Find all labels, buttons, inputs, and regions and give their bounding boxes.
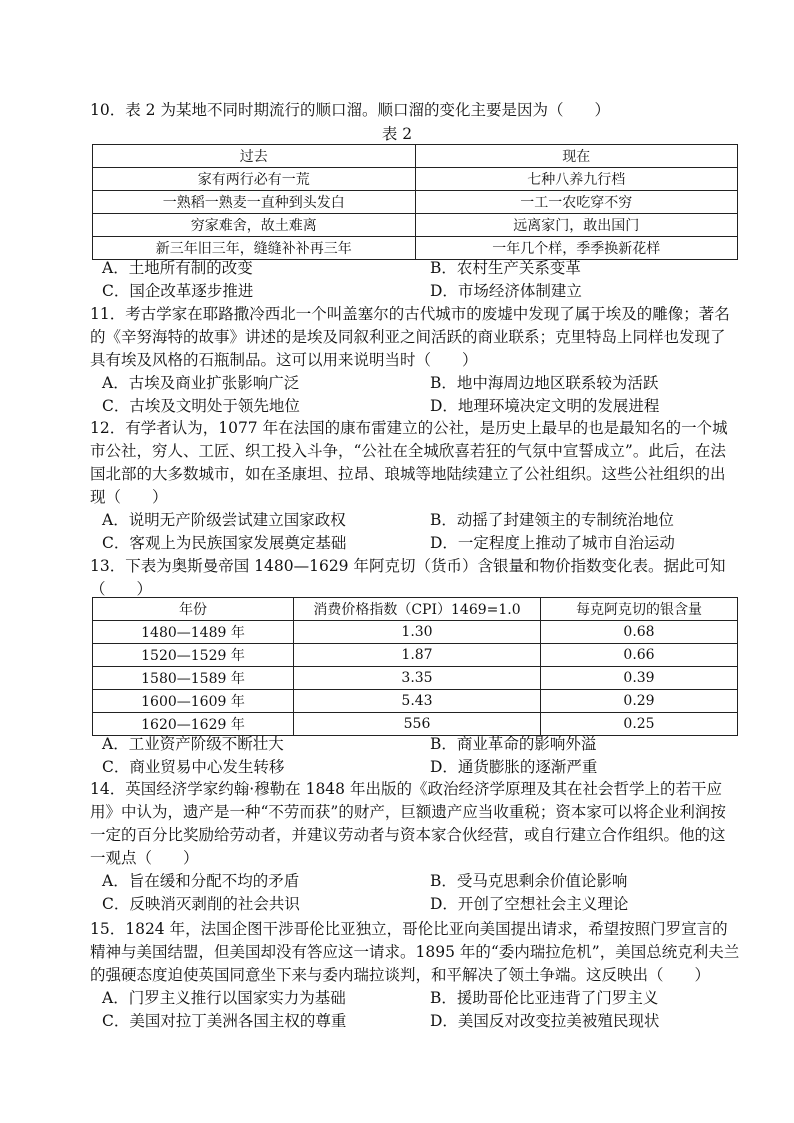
option-a[interactable]: A．说明无产阶级尝试建立国家政权 <box>102 511 346 529</box>
cpi-silver-table <box>92 597 738 736</box>
option-c[interactable]: C．商业贸易中心发生转移 <box>102 758 285 776</box>
table-header: 消费价格指数（CPI）1469=1.0 <box>294 598 541 621</box>
question-10 <box>90 99 740 122</box>
option-c[interactable]: C．古埃及文明处于领先地位 <box>102 397 300 415</box>
table-cell: 0.29 <box>541 690 738 713</box>
option-b[interactable]: B．动摇了封建领主的专制统治地位 <box>430 511 674 529</box>
question-15-stem: 15．1824 年，法国企图干涉哥伦比亚独立，哥伦比亚向美国提出请求，希望按照门罗宣言的精神与美国结盟，但美国却没有答应这一请求。1895 年的“委内瑞拉危机”，美国总统克利夫兰的强硬态度迫使英国同意坐下来与委内瑞拉谈判，和平解决了领土争端。这反映出（ ） <box>90 920 740 984</box>
question-11-stem: 11．考古学家在耶路撒冷西北一个叫盖塞尔的古代城市的废墟中发现了属于埃及的雕像；著名的《辛努海特的故事》讲述的是埃及同叙利亚之间活跃的商业联系；克里特岛上同样也发现了具有埃及风格的石瓶制品。这可以用来说明当时（ ） <box>90 305 730 369</box>
table-cell: 0.68 <box>541 621 738 644</box>
table-row <box>93 168 738 191</box>
table-cell: 一熟稻一熟麦一直种到头发白 <box>93 191 416 214</box>
option-b[interactable]: B．援助哥伦比亚违背了门罗主义 <box>430 989 659 1007</box>
table-row <box>93 214 738 237</box>
table-cell: 3.35 <box>294 667 541 690</box>
table-row <box>93 598 738 621</box>
option-b[interactable]: B．地中海周边地区联系较为活跃 <box>430 374 659 392</box>
table-row <box>93 690 738 713</box>
option-c[interactable]: C．美国对拉丁美洲各国主权的尊重 <box>102 1012 347 1030</box>
option-a[interactable]: A．旨在缓和分配不均的矛盾 <box>102 872 300 890</box>
option-b[interactable]: B．受马克思剩余价值论影响 <box>430 872 628 890</box>
option-a[interactable]: A．工业资产阶级不断壮大 <box>102 735 284 753</box>
table-cell: 一工一农吃穿不穷 <box>415 191 738 214</box>
question-10-options <box>100 257 740 303</box>
table-cell: 1580—1589 年 <box>93 667 294 690</box>
option-d[interactable]: D．开创了空想社会主义理论 <box>430 895 629 913</box>
table-row <box>93 621 738 644</box>
table-header: 过去 <box>93 145 416 168</box>
option-a[interactable]: A．土地所有制的改变 <box>102 259 253 277</box>
table-cell: 1480—1489 年 <box>93 621 294 644</box>
table-cell: 556 <box>294 713 541 736</box>
table-cell: 远离家门，敢出国门 <box>415 214 738 237</box>
question-15 <box>90 918 740 1033</box>
table-cell: 0.25 <box>541 713 738 736</box>
option-c[interactable]: C．反映消灭剥削的社会共识 <box>102 895 300 913</box>
option-d[interactable]: D．一定程度上推动了城市自治运动 <box>430 534 675 552</box>
question-14 <box>90 778 740 916</box>
table-header: 现在 <box>415 145 738 168</box>
table-row <box>93 145 738 168</box>
table-row <box>93 191 738 214</box>
option-d[interactable]: D．通货膨胀的逐渐严重 <box>430 758 598 776</box>
table-2-caption: 表 2 <box>381 125 413 143</box>
question-13 <box>90 555 740 601</box>
option-a[interactable]: A．古埃及商业扩张影响广泛 <box>102 374 300 392</box>
table-cell: 新三年旧三年，缝缝补补再三年 <box>93 237 416 260</box>
option-c[interactable]: C．客观上为民族国家发展奠定基础 <box>102 534 347 552</box>
table-header: 每克阿克切的银含量 <box>541 598 738 621</box>
table-cell: 1520—1529 年 <box>93 644 294 667</box>
question-11 <box>90 303 740 418</box>
option-b[interactable]: B．农村生产关系变革 <box>430 259 581 277</box>
table-cell: 一年几个样，季季换新花样 <box>415 237 738 260</box>
option-c[interactable]: C．国企改革逐步推进 <box>102 282 254 300</box>
table-cell: 七种八养九行档 <box>415 168 738 191</box>
table-cell: 5.43 <box>294 690 541 713</box>
question-10-stem: 10．表 2 为某地不同时期流行的顺口溜。顺口溜的变化主要是因为（ ） <box>90 101 610 119</box>
table-cell: 穷家难舍，故土难离 <box>93 214 416 237</box>
question-12 <box>90 417 740 555</box>
table-2 <box>92 144 738 260</box>
table-cell: 1.87 <box>294 644 541 667</box>
table-cell: 1.30 <box>294 621 541 644</box>
option-d[interactable]: D．地理环境决定文明的发展进程 <box>430 397 660 415</box>
option-d[interactable]: D．美国反对改变拉美被殖民现状 <box>430 1012 660 1030</box>
table-cell: 0.66 <box>541 644 738 667</box>
question-12-stem: 12．有学者认为，1077 年在法国的康布雷建立的公社，是历史上最早的也是最知名的一个城市公社，穷人、工匠、织工投入斗争，“公社在全城欣喜若狂的气氛中宣誓成立”。此后，在法国北部的大多数城市，如在圣康坦、拉昂、琅城等地陆续建立了公社组织。这些公社组织的出现（ ） <box>90 419 728 506</box>
option-a[interactable]: A．门罗主义推行以国家实力为基础 <box>102 989 346 1007</box>
table-cell: 0.39 <box>541 667 738 690</box>
option-d[interactable]: D．市场经济体制建立 <box>430 282 582 300</box>
question-14-stem: 14．英国经济学家约翰·穆勒在 1848 年出版的《政治经济学原理及其在社会哲学上的若干应用》中认为，遗产是一种“不劳而获”的财产，巨额遗产应当收重税；资本家可以将企业利润按一定的百分比奖励给劳动者，并建议劳动者与资本家合伙经营，或自行建立合作组织。他的这一观点（ ） <box>90 780 726 867</box>
question-13-stem: 13．下表为奥斯曼帝国 1480—1629 年阿克切（货币）含银量和物价指数变化表。据此可知（ ） <box>90 557 726 598</box>
table-cell: 1600—1609 年 <box>93 690 294 713</box>
table-row <box>93 667 738 690</box>
table-header: 年份 <box>93 598 294 621</box>
option-b[interactable]: B．商业革命的影响外溢 <box>430 735 597 753</box>
table-cell: 1620—1629 年 <box>93 713 294 736</box>
question-13-options <box>100 733 740 779</box>
table-cell: 家有两行必有一荒 <box>93 168 416 191</box>
table-row <box>93 644 738 667</box>
